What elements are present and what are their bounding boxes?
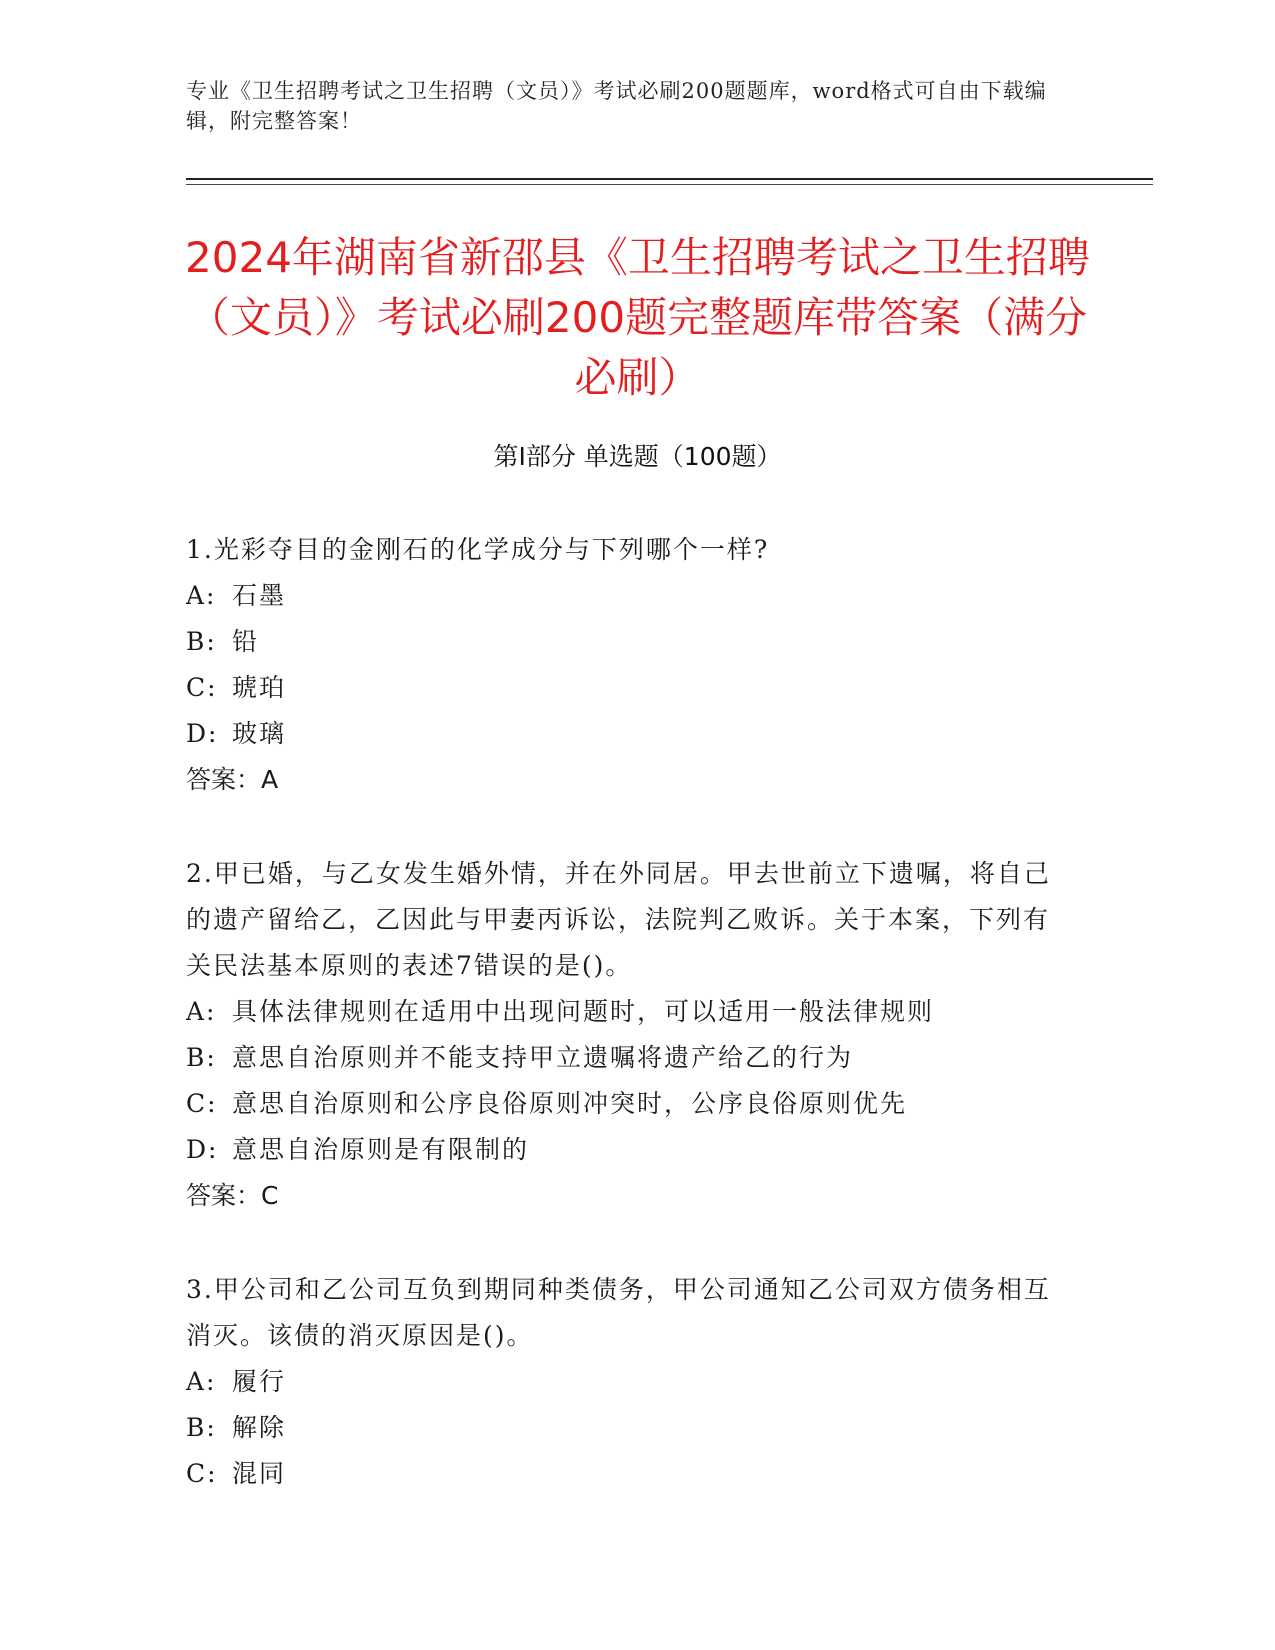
option-text: 解除 xyxy=(232,1413,287,1442)
question-stem: 2.甲已婚，与乙女发生婚外情，并在外同居。甲去世前立下遗嘱，将自己的遗产留给乙，乙因此与甲妻丙诉讼，法院判乙败诉。关于本案，下列有关民法基本原则的表述7错误的是()。 xyxy=(186,859,1051,980)
header-note: 专业《卫生招聘考试之卫生招聘（文员）》考试必刷200题题库，word格式可自由下载编辑，附完整答案！ xyxy=(186,79,1047,133)
option-letter: B: xyxy=(186,627,217,656)
option-c xyxy=(186,1081,1066,1127)
section-heading: 第I部分 单选题（100题） xyxy=(493,442,782,471)
option-letter: D: xyxy=(186,1135,219,1164)
option-text: 意思自治原则是有限制的 xyxy=(232,1135,530,1164)
option-b xyxy=(186,1405,1066,1451)
option-text: 履行 xyxy=(232,1367,287,1396)
option-text: 铅 xyxy=(232,627,260,656)
option-c xyxy=(186,665,1066,711)
option-text: 意思自治原则和公序良俗原则冲突时，公序良俗原则优先 xyxy=(232,1089,908,1118)
answer-line: 答案：A xyxy=(186,765,279,794)
option-a xyxy=(186,573,1066,619)
option-letter: D: xyxy=(186,719,219,748)
option-text: 意思自治原则并不能支持甲立遗嘱将遗产给乙的行为 xyxy=(232,1043,854,1072)
option-letter: C: xyxy=(186,1089,218,1118)
document-title: 2024年湖南省新邵县《卫生招聘考试之卫生招聘（文员）》考试必刷200题完整题库带答案（满分必刷） xyxy=(185,233,1090,402)
question-stem: 3.甲公司和乙公司互负到期同种类债务，甲公司通知乙公司双方债务相互消灭。该债的消灭原因是()。 xyxy=(186,1275,1051,1350)
option-b xyxy=(186,619,1066,665)
option-c xyxy=(186,1451,1066,1497)
option-letter: B: xyxy=(186,1413,217,1442)
option-d xyxy=(186,1127,1066,1173)
option-text: 玻璃 xyxy=(232,719,287,748)
question-list xyxy=(186,527,1066,1545)
option-letter: A: xyxy=(186,997,217,1026)
option-b xyxy=(186,1035,1066,1081)
option-a xyxy=(186,989,1066,1035)
option-a xyxy=(186,1359,1066,1405)
question-2 xyxy=(186,851,1066,1219)
question-3 xyxy=(186,1267,1066,1497)
question-1 xyxy=(186,527,1066,803)
option-text: 混同 xyxy=(232,1459,287,1488)
option-letter: A: xyxy=(186,1367,217,1396)
option-text: 石墨 xyxy=(232,581,287,610)
option-letter: A: xyxy=(186,581,217,610)
option-letter: C: xyxy=(186,1459,218,1488)
option-letter: C: xyxy=(186,673,218,702)
answer-line: 答案：C xyxy=(186,1181,279,1210)
header-rule-thick xyxy=(186,178,1153,180)
option-d xyxy=(186,711,1066,757)
header-rule-thin xyxy=(186,184,1153,185)
option-letter: B: xyxy=(186,1043,217,1072)
option-text: 具体法律规则在适用中出现问题时，可以适用一般法律规则 xyxy=(232,997,935,1026)
option-text: 琥珀 xyxy=(232,673,287,702)
question-stem: 1.光彩夺目的金刚石的化学成分与下列哪个一样? xyxy=(186,535,770,564)
